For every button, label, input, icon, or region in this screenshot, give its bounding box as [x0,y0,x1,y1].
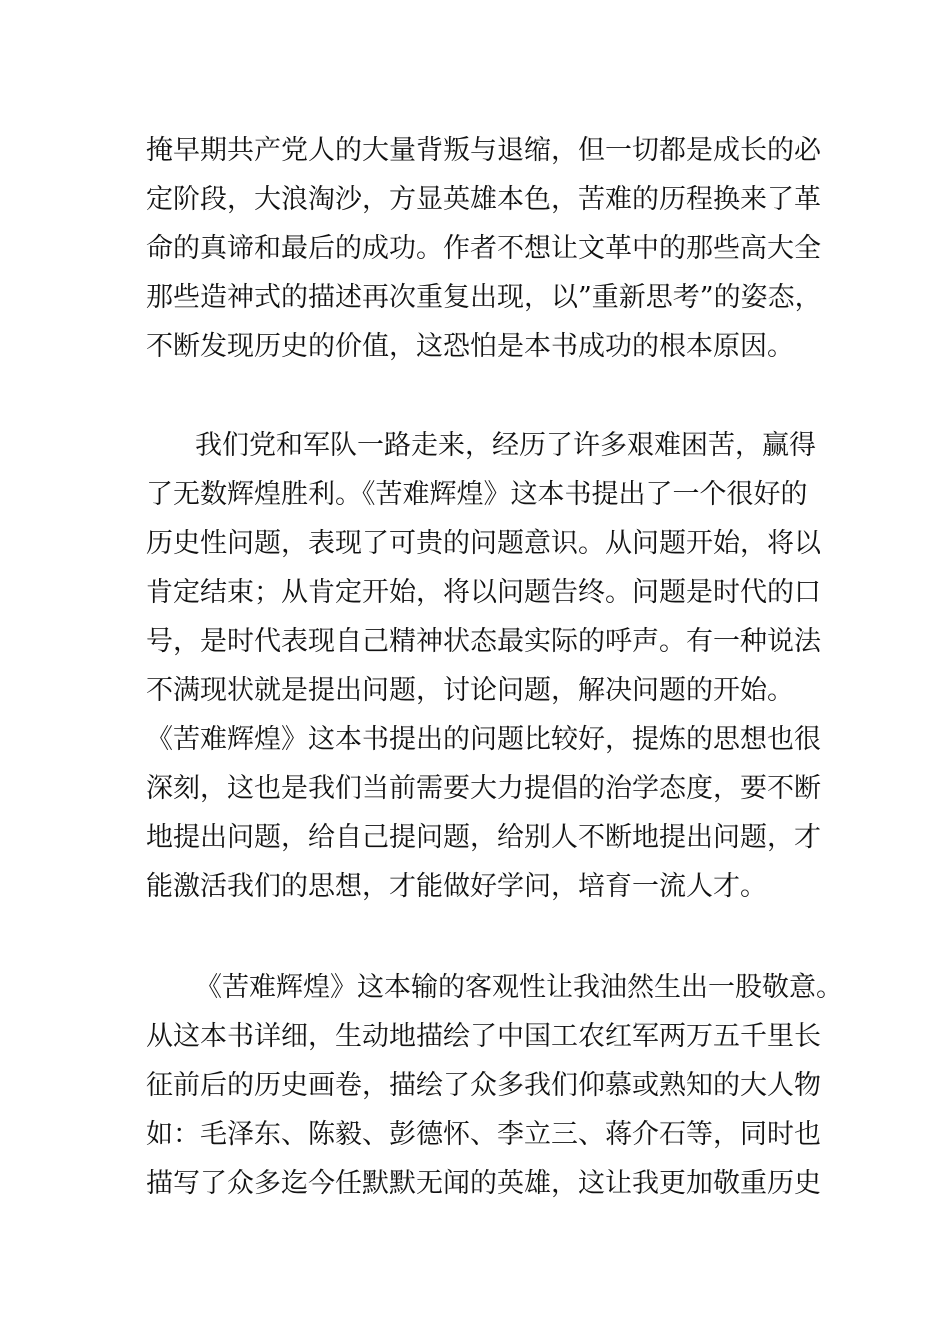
paragraph-line: 地提出问题，给自己提问题，给别人不断地提出问题，才 [146,822,821,853]
paragraph-line: 不满现状就是提出问题，讨论问题，解决问题的开始。 [146,675,794,706]
paragraph-line: 能激活我们的思想，才能做好学问，培育一流人才。 [146,871,767,902]
paragraph-line: 号，是时代表现自己精神状态最实际的呼声。有一种说法 [146,626,821,657]
paragraph-line: 了无数辉煌胜利。《苦难辉煌》这本书提出了一个很好的 [146,479,808,510]
paragraph-line: 从这本书详细，生动地描绘了中国工农红军两万五千里长 [146,1021,821,1052]
paragraph-line: 不断发现历史的价值，这恐怕是本书成功的根本原因。 [146,331,794,362]
paragraph-line: 我们党和军队一路走来，经历了许多艰难困苦，赢得 [195,430,816,461]
paragraph-line: 历史性问题，表现了可贵的问题意识。从问题开始，将以 [146,528,821,559]
paragraph-line: 定阶段，大浪淘沙，方显英雄本色，苦难的历程换来了革 [146,184,821,215]
paragraph-line: 《苦难辉煌》这本输的客观性让我油然生出一股敬意。 [195,972,843,1003]
paragraph-line: 深刻，这也是我们当前需要大力提倡的治学态度，要不断 [146,773,821,804]
paragraph-line: 掩早期共产党人的大量背叛与退缩，但一切都是成长的必 [146,135,821,166]
paragraph-line: 描写了众多迄今任默默无闻的英雄，这让我更加敬重历史 [146,1168,821,1199]
paragraph-line: 命的真谛和最后的成功。作者不想让文革中的那些高大全 [146,233,821,264]
paragraph-line: 肯定结束；从肯定开始，将以问题告终。问题是时代的口 [146,577,821,608]
paragraph-line: 征前后的历史画卷，描绘了众多我们仰慕或熟知的大人物 [146,1070,821,1101]
paragraph-line: 那些造神式的描述再次重复出现，以”重新思考”的姿态， [146,282,822,313]
paragraph-line: 如：毛泽东、陈毅、彭德怀、李立三、蒋介石等，同时也 [146,1119,821,1150]
paragraph-line: 《苦难辉煌》这本书提出的问题比较好，提炼的思想也很 [146,724,821,755]
